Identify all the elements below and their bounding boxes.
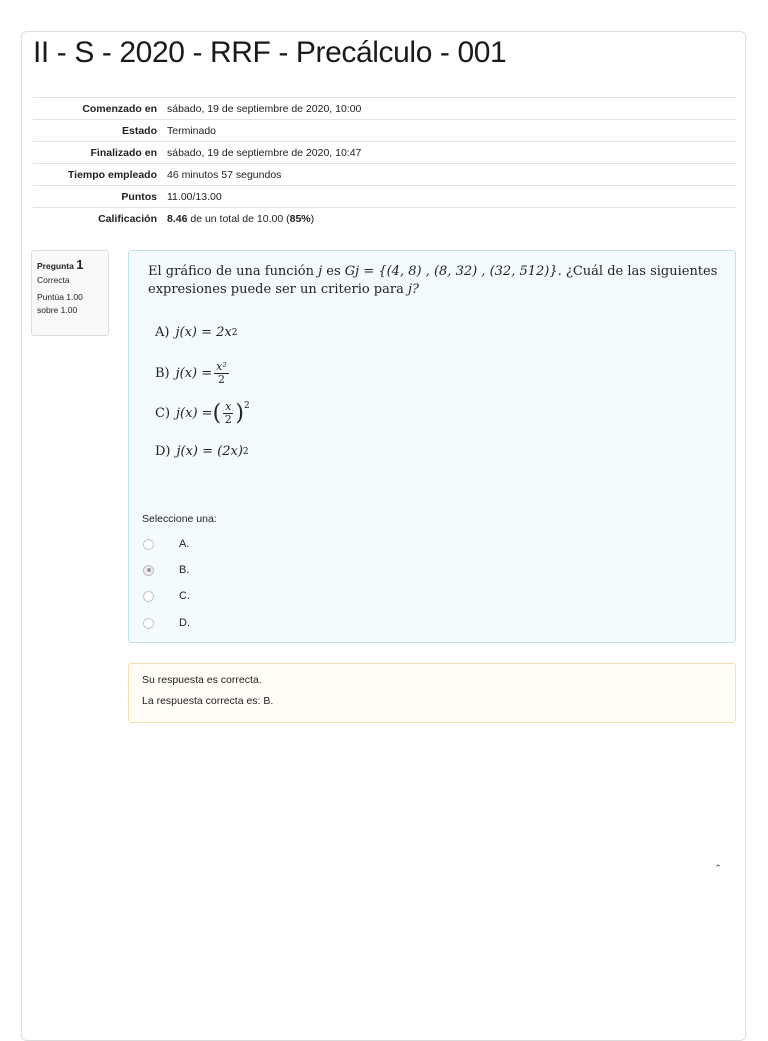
grade-end-text: ) — [310, 212, 315, 225]
summary-row-grade — [33, 208, 736, 230]
question-number-prefix: Pregunta — [37, 261, 77, 271]
summary-label: Puntos — [121, 190, 157, 203]
page-title: II - S - 2020 - RRF - Precálculo - 001 — [33, 36, 507, 69]
question-text-pre: El gráfico de una función — [148, 264, 319, 279]
select-one-prompt: Seleccione una: — [142, 513, 217, 525]
summary-label: Calificación — [98, 212, 157, 225]
grade-middle-text: de un total de 10.00 ( — [187, 212, 290, 225]
summary-value: 11.00/13.00 — [167, 190, 222, 203]
option-exponent: 2 — [243, 401, 250, 411]
question-formulation — [128, 250, 736, 643]
option-label: B) — [155, 366, 170, 381]
summary-value: sábado, 19 de septiembre de 2020, 10:00 — [167, 102, 362, 115]
option-lhs: j(x) = (2x) — [176, 444, 243, 459]
attempt-summary-table — [33, 97, 736, 229]
option-lhs: j(x) = — [176, 406, 213, 421]
summary-label: Finalizado en — [90, 146, 157, 159]
question-text-end: j? — [407, 282, 419, 297]
option-a-formula — [155, 325, 237, 340]
question-text-set: Gj = {(4, 8) , (8, 32) , (32, 512)} — [344, 264, 558, 279]
summary-label: Estado — [121, 124, 157, 137]
question-text-fn: j — [318, 264, 323, 279]
scroll-top-icon[interactable]: ˆ — [716, 862, 721, 877]
radio-button[interactable] — [143, 618, 154, 629]
summary-row-points — [33, 186, 736, 208]
question-text-post: . ¿Cuál de las siguientes expresiones puede ser un criterio para — [148, 264, 718, 297]
choice-d[interactable] — [143, 610, 190, 636]
fraction — [214, 361, 229, 386]
feedback-text: Su respuesta es correcta. — [142, 674, 262, 686]
choice-label: C. — [179, 590, 190, 602]
right-answer-text: La respuesta correcta es: B. — [142, 695, 274, 707]
grade-percent: 85% — [289, 212, 311, 225]
fraction-numerator: x — [225, 400, 232, 413]
summary-row-time — [33, 164, 736, 186]
option-lhs: j(x) = 2x — [175, 325, 232, 340]
option-label: D) — [155, 444, 171, 459]
summary-value — [163, 208, 736, 230]
choice-label: A. — [179, 538, 190, 550]
summary-value: 46 minutos 57 segundos — [167, 168, 282, 181]
question-number — [37, 257, 103, 272]
option-label: C) — [155, 406, 171, 421]
radio-button-checked[interactable] — [143, 565, 154, 576]
question-info-box — [31, 250, 109, 336]
question-text-mid: es — [322, 264, 345, 279]
fraction-denominator: 2 — [224, 413, 232, 426]
question-grade: Puntúa 1.00 sobre 1.00 — [37, 292, 83, 315]
choice-label: B. — [179, 564, 190, 576]
choice-label: D. — [179, 617, 190, 629]
question-number-value: 1 — [76, 257, 84, 272]
summary-row-started — [33, 98, 736, 120]
option-c-formula — [155, 401, 250, 426]
fraction — [223, 401, 233, 426]
summary-value: Terminado — [167, 124, 217, 137]
option-b-formula — [155, 361, 231, 386]
option-exponent: 2 — [231, 327, 238, 338]
choice-a[interactable] — [143, 531, 189, 557]
feedback-box — [128, 663, 736, 723]
summary-row-state — [33, 120, 736, 142]
fraction-numerator: x² — [216, 360, 227, 373]
left-paren: ( — [212, 400, 222, 426]
grade-value: 8.46 — [167, 212, 188, 225]
option-lhs: j(x) = — [175, 366, 213, 381]
question-state: Correcta — [37, 275, 70, 285]
radio-button[interactable] — [143, 591, 154, 602]
summary-value: sábado, 19 de septiembre de 2020, 10:47 — [167, 146, 362, 159]
choice-b[interactable] — [143, 557, 189, 583]
fraction-denominator: 2 — [217, 373, 225, 386]
option-label: A) — [155, 325, 170, 340]
summary-label: Comenzado en — [82, 102, 157, 115]
choice-c[interactable] — [143, 583, 190, 609]
question-text — [148, 263, 718, 299]
option-d-formula — [155, 444, 249, 459]
option-exponent: 2 — [242, 446, 249, 457]
summary-row-finished — [33, 142, 736, 164]
radio-button[interactable] — [143, 539, 154, 550]
right-paren: ) — [235, 400, 244, 426]
summary-label: Tiempo empleado — [67, 168, 157, 181]
